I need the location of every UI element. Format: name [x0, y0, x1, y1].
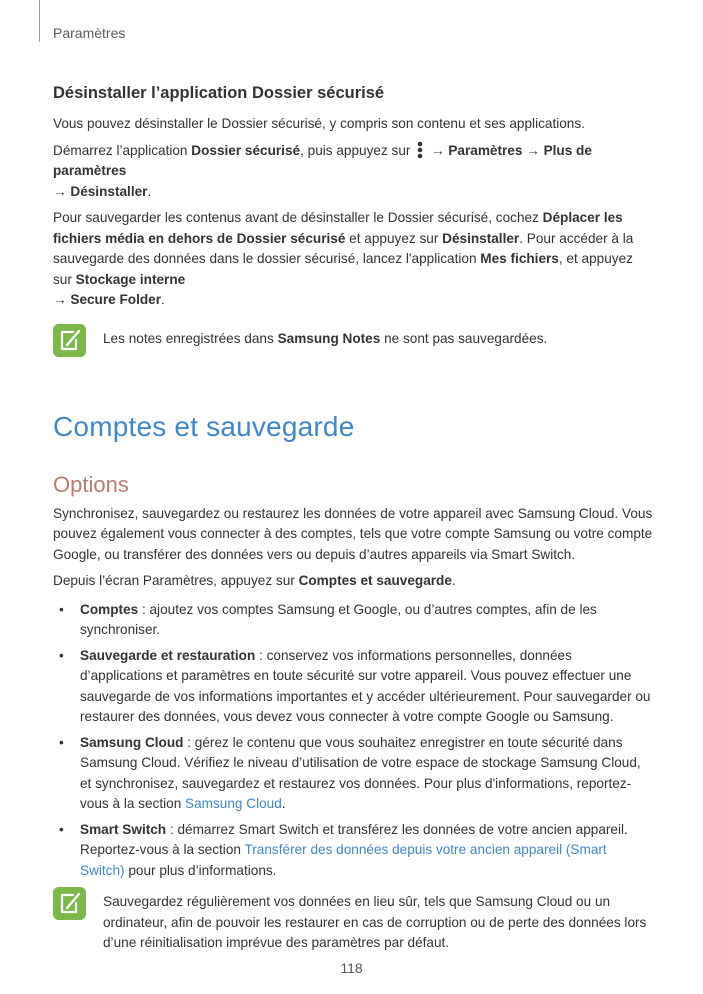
link-samsung-cloud[interactable]: Samsung Cloud: [185, 796, 282, 811]
bullet: •: [59, 734, 64, 750]
chapter-title: Comptes et sauvegarde: [53, 410, 355, 442]
note-box-backup: [53, 887, 653, 954]
paragraph-options-nav: Depuis l’écran Paramètres, appuyez sur Comptes et sauvegarde.: [53, 573, 456, 588]
options-list: [53, 600, 653, 882]
paragraph-options-intro: Synchronisez, sauvegardez ou restaurez les données de votre appareil avec Samsung Cloud. Vous pouvez également vous connecter à des comptes, tels que votre compte Samsung ou votre compte Google, ou transférer des données vers ou depuis d’autres appareils via Smart Switch.: [53, 505, 653, 562]
paragraph-uninstall-backup: Pour sauvegarder les contenus avant de désinstaller le Dossier sécurisé, cochez Déplacer les fichiers média en dehors de Dossier sécurisé et appuyez sur Désinstaller. Pour accéder à la sauvegarde des données dans le dossier sécurisé, lancez l'application Mes fichiers, et appuyez sur Stockage interne → Secure Folder.: [53, 210, 634, 307]
bullet: •: [59, 647, 64, 663]
list-item-smart-switch: • Smart Switch : démarrez Smart Switch et transférez les données de votre ancien appareil. Reportez-vous à la section Transférer des données depuis votre ancien appareil (Smart Switch) pour plus d’informations.: [59, 821, 628, 878]
section-heading-uninstall: Désinstaller l’application Dossier sécurisé: [53, 84, 385, 102]
page-content: [53, 84, 653, 954]
paragraph-uninstall-intro: Vous pouvez désinstaller le Dossier sécurisé, y compris son contenu et ses applications.: [53, 116, 585, 131]
bullet: •: [59, 601, 64, 617]
note-text: Les notes enregistrées dans Samsung Notes ne sont pas sauvegardées.: [103, 330, 548, 346]
note-box: [53, 324, 653, 354]
note-pencil-icon: [53, 887, 86, 920]
note-text: Sauvegardez régulièrement vos données en lieu sûr, tels que Samsung Cloud ou un ordinateur, afin de pouvoir les restaurer en cas de corruption ou de perte des données lors d’une réinitialisation imprévue des paramètres par défaut.: [103, 894, 647, 950]
list-item-comptes: • Comptes : ajoutez vos comptes Samsung et Google, ou d’autres comptes, afin de les synchroniser.: [59, 601, 597, 637]
note-pencil-icon: [53, 324, 86, 357]
more-options-icon: [417, 141, 423, 159]
header-section-title: Paramètres: [53, 25, 126, 41]
link-smart-switch[interactable]: Transférer des données depuis votre ancien appareil (Smart Switch): [80, 842, 607, 878]
header-rule: [39, 0, 40, 42]
page-number: 118: [340, 960, 363, 976]
paragraph-uninstall-steps: Démarrez l’application Dossier sécurisé, puis appuyez sur → Paramètres → Plus de paramètres → Désinstaller.: [53, 142, 592, 199]
list-item-samsung-cloud: • Samsung Cloud : gérez le contenu que vous souhaitez enregistrer en toute sécurité dans Samsung Cloud. Vérifiez le niveau d’utilisation de votre espace de stockage Samsung Cloud, et synchronisez, sauvegardez et restaurez vos données. Pour plus d'informations, reportez-vous à la section Samsung Cloud.: [59, 734, 641, 811]
list-item-sauvegarde: • Sauvegarde et restauration : conservez vos informations personnelles, données d’applications et paramètres en toute sécurité sur votre appareil. Vous pouvez effectuer une sauvegarde de vos informations importantes et y accéder ultérieurement. Pour sauvegarder ou restaurer des données, vous devez vous connecter à votre compte Google ou Samsung.: [59, 647, 651, 724]
section-title-options: Options: [53, 471, 129, 497]
bullet: •: [59, 821, 64, 837]
